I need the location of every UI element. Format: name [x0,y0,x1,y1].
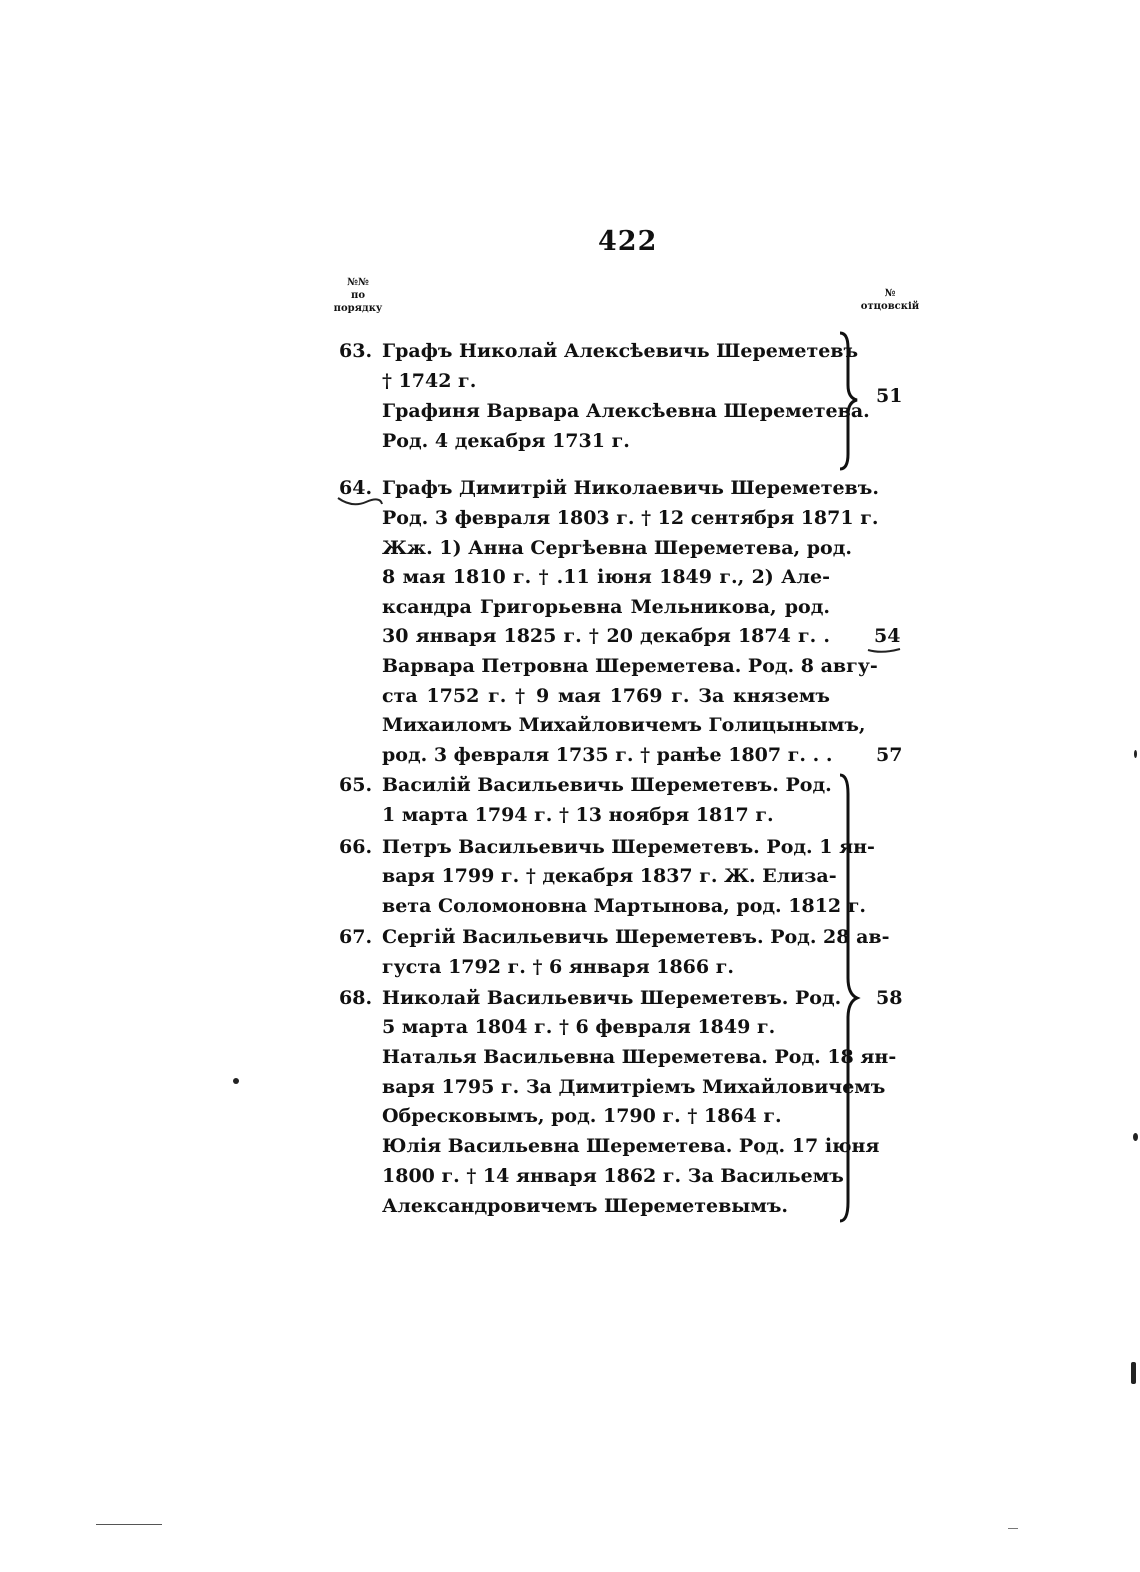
father-ref: 57 [876,744,903,766]
entry-line: Варвара Петровна Шереметева. Род. 8 авгу- [382,655,878,677]
entry-line: 1 марта 1794 г. † 13 ноября 1817 г. [382,804,774,826]
entry-line: Графъ Николай Алексѣевичь Шереметевъ [382,340,859,362]
entry-line: Александровичемъ Шереметевымъ. [382,1195,789,1217]
header-order-line: по [351,290,365,301]
brace-icon [836,330,866,472]
scan-speck [1133,1133,1138,1141]
entry-line: густа 1792 г. † 6 января 1866 г. [382,956,734,978]
entry-line: Род. 4 декабря 1731 г. [382,430,630,452]
scan-speck [1131,1362,1136,1384]
scan-line [96,1524,162,1525]
entry-line: Василій Васильевичь Шереметевъ. Род. [382,774,832,796]
header-order-line: порядку [333,303,383,314]
entry-line: Сергій Васильевичь Шереметевъ. Род. 28 ав- [382,926,890,948]
entry-line: Обресковымъ, род. 1790 г. † 1864 г. [382,1105,782,1127]
entry-number: 68. [339,987,373,1009]
brace-icon [836,772,866,1224]
scan-speck [1134,750,1137,758]
father-ref: 58 [876,987,903,1009]
entry-line: Михаиломъ Михайловичемъ Голицынымъ, [382,714,866,736]
entry-number: 63. [339,340,373,362]
pencil-mark-icon [336,494,386,514]
scan-line [1008,1528,1018,1529]
header-father-number [852,287,928,313]
entry-line: 5 марта 1804 г. † 6 февраля 1849 г. [382,1016,776,1038]
entry-line: Николай Васильевичь Шереметевъ. Род. [382,987,842,1009]
father-ref: 54 [874,625,901,647]
entry-line: Юлія Васильевна Шереметева. Род. 17 іюня [382,1135,880,1157]
entry-line: варя 1799 г. † декабря 1837 г. Ж. Елиза- [382,865,837,887]
header-father-line: № [884,288,896,299]
header-order-line: №№ [347,277,369,288]
entry-line: Графиня Варвара Алексѣевна Шереметева. [382,400,870,422]
entry-line: 8 мая 1810 г. † .11 іюня 1849 г., 2) Але- [382,566,830,588]
entry-line: 30 января 1825 г. † 20 декабря 1874 г. . [382,625,830,647]
entry-line: Наталья Васильевна Шереметева. Род. 18 ян- [382,1046,897,1068]
entry-number: 66. [339,836,373,858]
header-order-number [326,276,390,315]
entry-line: ксандра Григорьевна Мельникова, род. [382,596,830,618]
entry-line: Графъ Димитрій Николаевичь Шереметевъ. [382,477,879,499]
entry-line: ста 1752 г. † 9 мая 1769 г. За княземъ [382,685,830,707]
father-ref: 51 [876,385,903,407]
scan-speck [233,1078,239,1084]
entry-line: 1800 г. † 14 января 1862 г. За Васильемъ [382,1165,844,1187]
entry-number: 67. [339,926,373,948]
page-number: 422 [598,226,658,257]
entry-number: 65. [339,774,373,796]
entry-line: варя 1795 г. За Димитріемъ Михайловичемъ [382,1076,886,1098]
entry-line: Род. 3 февраля 1803 г. † 12 сентября 1871 г. [382,507,879,529]
entry-line: Жж. 1) Анна Сергѣевна Шереметева, род. [382,537,852,559]
entry-line: Петръ Васильевичь Шереметевъ. Род. 1 ян- [382,836,875,858]
header-father-line: отцовскій [860,301,920,312]
pencil-mark-icon [866,644,906,658]
entry-number: 64. [339,477,373,499]
entry-line: род. 3 февраля 1735 г. † ранѣе 1807 г. . . [382,744,833,766]
entry-line: вета Соломоновна Мартынова, род. 1812 г. [382,895,867,917]
entry-line: † 1742 г. [382,370,477,392]
